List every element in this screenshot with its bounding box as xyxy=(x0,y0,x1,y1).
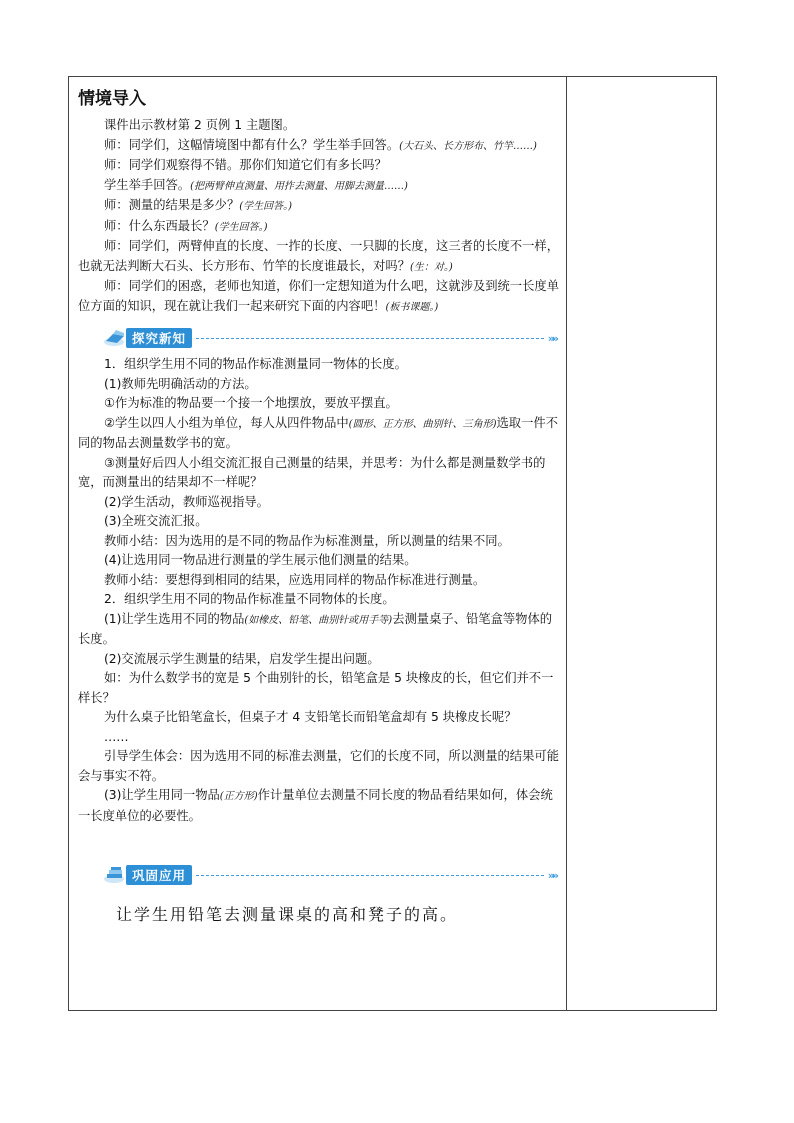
paragraph xyxy=(78,237,560,277)
banner-dashed-line xyxy=(196,875,544,876)
paragraph-text: 2．组织学生用不同的物品作标准量不同物体的长度。 xyxy=(104,592,395,606)
paragraph xyxy=(78,196,560,217)
explore-banner xyxy=(78,325,560,351)
paragraph-note: (如橡皮、铅笔、曲别针或用手等) xyxy=(244,614,393,626)
paragraph-text: 师：同学们观察得不错。那你们知道它们有多长吗？ xyxy=(104,158,387,172)
column-divider xyxy=(566,76,567,1011)
practice-banner-label: 巩固应用 xyxy=(126,865,192,885)
paragraph xyxy=(78,454,560,493)
paragraph xyxy=(78,669,560,708)
paragraph xyxy=(78,610,560,650)
paragraph xyxy=(78,532,560,552)
paragraph-text: (2)交流展示学生测量的结果，启发学生提出问题。 xyxy=(104,651,380,666)
paragraph-text: ①作为标准的物品要一个接一个地摆放，要放平摆直。 xyxy=(104,396,398,410)
book-icon xyxy=(104,329,124,347)
paragraph xyxy=(78,590,560,610)
practice-handwritten-text: 让学生用铅笔去测量课桌的高和凳子的高。 xyxy=(116,905,459,924)
book-stack-icon xyxy=(104,866,124,884)
paragraph xyxy=(78,414,560,454)
paragraph xyxy=(78,136,560,157)
paragraph-note: (学生回答。) xyxy=(214,221,268,233)
practice-banner xyxy=(78,862,560,888)
paragraph-text: ②学生以四人小组为单位，每人从四件物品中 xyxy=(104,415,349,430)
paragraph-text: (4)让选用同一物品进行测量的学生展示他们测量的结果。 xyxy=(104,553,417,567)
paragraph-text: 师：同学们的困惑，老师也知道，你们一定想知道为什么吧，这就涉及到统一长度单位方面的知识，现在就让我们一起来研究下面的内容吧！ xyxy=(78,279,559,313)
paragraph-text: …… xyxy=(104,729,129,744)
paragraph xyxy=(78,116,560,136)
paragraph-text: (2)学生活动，教师巡视指导。 xyxy=(104,494,269,509)
paragraph-text: (3)全班交流汇报。 xyxy=(104,514,208,528)
paragraph-text: 师：同学们，两臂伸直的长度、一拃的长度、一只脚的长度，这三者的长度不一样，也就无法判断大石头、长方形布、竹竿的长度谁最长，对吗？ xyxy=(78,239,559,273)
paragraph xyxy=(78,708,560,728)
paragraph xyxy=(78,394,560,414)
section-title-intro: 情境导入 xyxy=(78,89,146,109)
paragraph xyxy=(78,728,560,748)
paragraph-text: 去测量桌子、铅笔盒等物体的长度。 xyxy=(78,611,553,646)
paragraph-note: (学生回答。) xyxy=(239,201,293,212)
paragraph-text: (3)让学生用同一物品 xyxy=(104,788,220,802)
paragraph-note: (板书课题。) xyxy=(385,301,439,313)
paragraph-text: 学生举手回答。 xyxy=(104,177,191,192)
double-chevron-icon: »» xyxy=(547,331,556,345)
lesson-content xyxy=(78,80,560,925)
paragraph-text: (1)让学生选用不同的物品 xyxy=(104,611,245,626)
explore-banner-label: 探究新知 xyxy=(126,328,192,348)
double-chevron-icon: »» xyxy=(547,868,556,882)
paragraph-text: 作计量单位去测量不同长度的物品看结果如何，体会统一长度单位的必要性。 xyxy=(78,788,553,823)
paragraph-text: 如：为什么数学书的宽是 5 个曲别针的长，铅笔盒是 5 块橡皮的长，但它们并不一样长？ xyxy=(78,671,554,705)
paragraph xyxy=(78,512,560,532)
paragraph xyxy=(78,176,560,197)
paragraph-note: (大石头、长方形布、竹竿……) xyxy=(399,140,537,152)
paragraph-text: 课件出示教材第 2 页例 1 主题图。 xyxy=(104,118,296,132)
paragraph-note: (圆形、正方形、曲别针、三角形) xyxy=(348,418,497,430)
paragraph xyxy=(78,571,560,591)
paragraph xyxy=(78,551,560,571)
paragraph xyxy=(78,747,560,786)
paragraph-text: 教师小结：要想得到相同的结果，应选用同样的物品作标准进行测量。 xyxy=(104,572,486,587)
paragraph xyxy=(78,277,560,317)
banner-dashed-line xyxy=(196,338,544,339)
paragraph xyxy=(78,375,560,395)
paragraph-text: ③测量好后四人小组交流汇报自己测量的结果，并思考：为什么都是测量数学书的宽，而测量出的结果却不一样呢？ xyxy=(78,455,546,489)
paragraph-text: 师：什么东西最长？ xyxy=(104,218,215,233)
explore-paragraphs xyxy=(78,355,560,826)
paragraph-text: 师：测量的结果是多少？ xyxy=(104,198,240,212)
paragraph-text: 1．组织学生用不同的物品作标准测量同一物体的长度。 xyxy=(104,357,407,371)
paragraph xyxy=(78,650,560,670)
paragraph xyxy=(78,786,560,826)
paragraph-text: 教师小结：因为选用的是不同的物品作为标准测量，所以测量的结果不同。 xyxy=(104,533,510,548)
paragraph-text: 选取一件不同的物品去测量数学书的宽。 xyxy=(78,415,558,450)
paragraph-text: 师：同学们，这幅情境图中都有什么？学生举手回答。 xyxy=(104,137,400,152)
paragraph xyxy=(78,217,560,238)
paragraph xyxy=(78,493,560,513)
paragraph-note: (把两臂伸直测量、用拃去测量、用脚去测量……) xyxy=(190,180,408,192)
paragraph-text: 引导学生体会：因为选用不同的标准去测量，它们的长度不同，所以测量的结果可能会与事实不符。 xyxy=(78,749,559,783)
paragraph xyxy=(78,355,560,375)
paragraph-note: (生：对。) xyxy=(410,261,453,273)
paragraph xyxy=(78,156,560,176)
paragraph-text: 为什么桌子比铅笔盒长，但桌子才 4 支铅笔长而铅笔盒却有 5 块橡皮长呢？ xyxy=(104,710,517,724)
paragraph-text: (1)教师先明确活动的方法。 xyxy=(104,376,257,391)
paragraph-note: (正方形) xyxy=(219,791,258,802)
intro-paragraphs xyxy=(78,116,560,317)
